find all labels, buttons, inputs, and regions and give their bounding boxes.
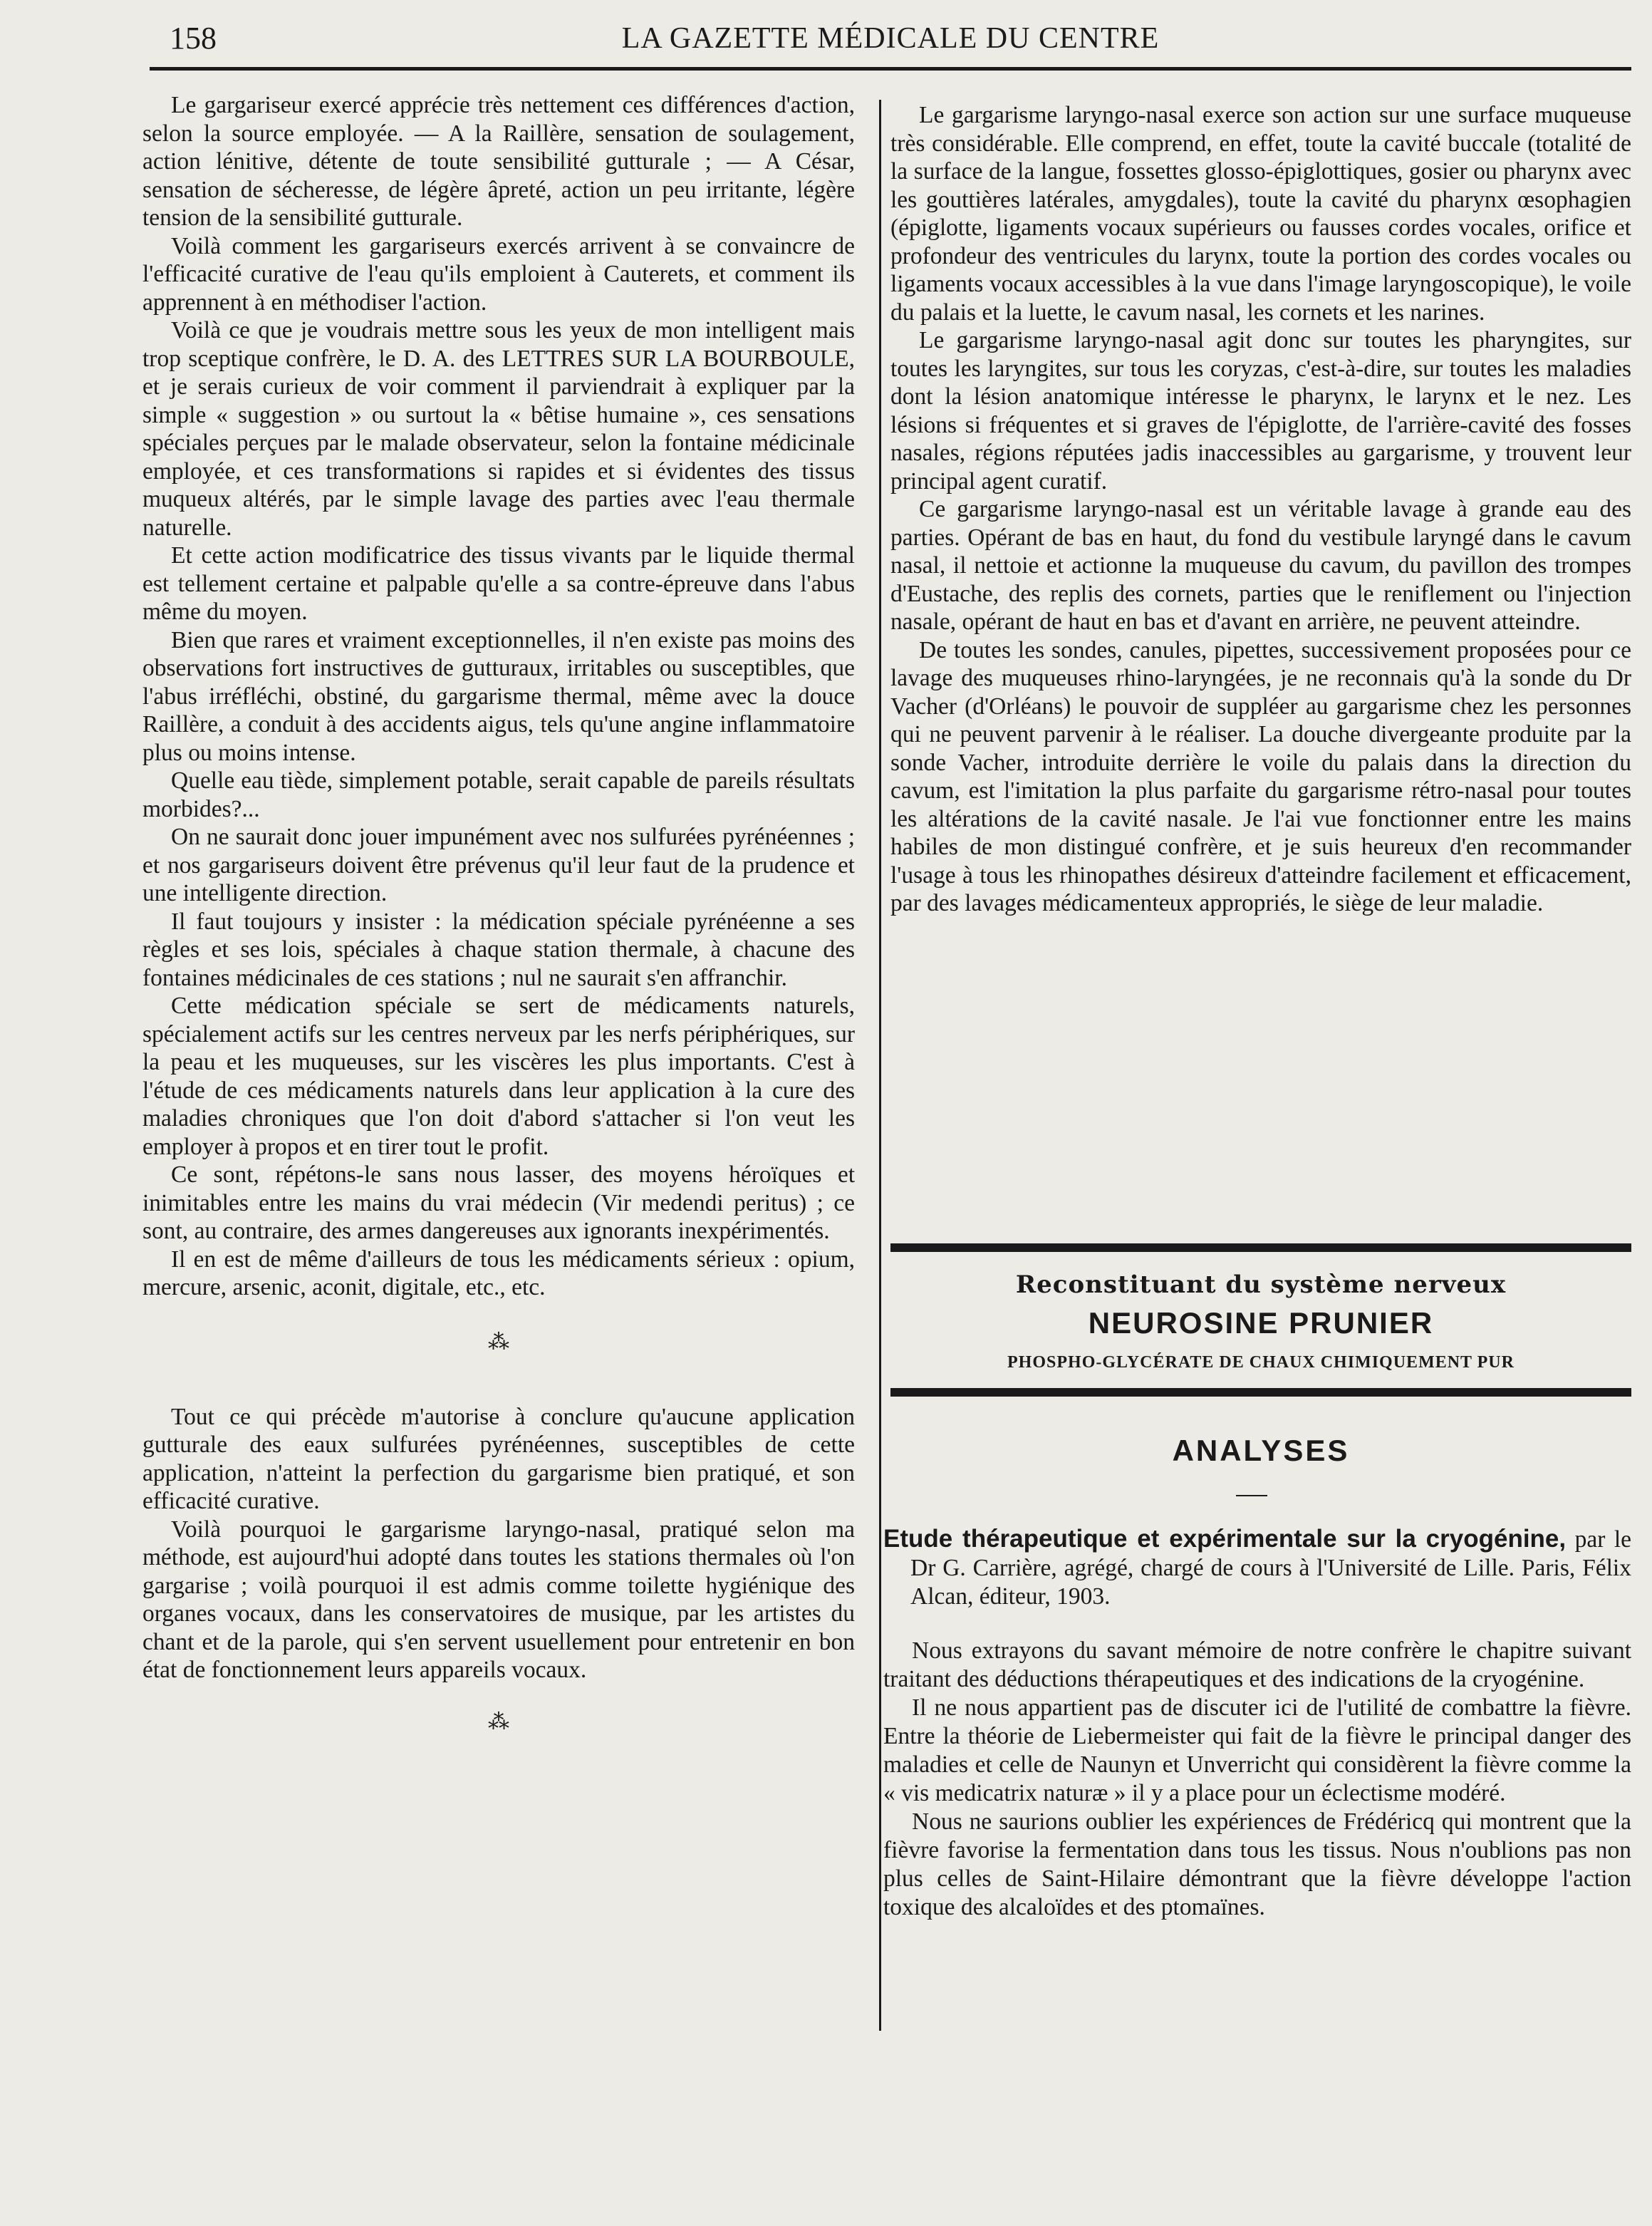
ad-top-bar bbox=[890, 1243, 1631, 1252]
analysis-paragraph: Nous extrayons du savant mémoire de notre confrère le chapitre suivant traitant des déductions thérapeutiques et des indications de la cryogénine. bbox=[883, 1637, 1631, 1692]
analysis-paragraph: Il ne nous appartient pas de discuter ici de l'utilité de combattre la fièvre. Entre la théorie de Liebermeister qui fait de la fièvre le principal danger des maladies et celle de Naunyn et Unverricht qui considèrent la fièvre comme la « vis medicatrix naturæ » il y a place pour un éclectisme modéré. bbox=[883, 1694, 1631, 1806]
section-separator-stars: ⁂ bbox=[488, 1330, 509, 1354]
advertisement-box bbox=[890, 1243, 1631, 1397]
left-paragraph: Le gargariseur exercé apprécie très nettement ces différences d'action, selon la source employée. — A la Raillère, sensation de soulagement, action lénitive, détente de toute sensibilité gutturale ; — A César, sensation de sécheresse, de légère âpreté, action un peu irritante, légère tension de la sensibilité gutturale. bbox=[142, 92, 855, 231]
left-column bbox=[142, 91, 855, 1733]
right-paragraph: Le gargarisme laryngo-nasal agit donc sur toutes les pharyngites, sur toutes les laryngites, sur tous les coryzas, c'est-à-dire, sur toutes les maladies dont la lésion anatomique intéresse le pharynx, le larynx et le nez. Les lésions si fréquentes et si graves de l'épiglotte, de l'arrière-cavité des fosses nasales, régions réputées jadis inaccessibles au gargarisme, y trouvent leur principal agent curatif. bbox=[890, 327, 1631, 495]
ad-tagline: Reconstituant du système nerveux bbox=[1015, 1270, 1507, 1299]
ad-description: PHOSPHO-GLYCÉRATE DE CHAUX CHIMIQUEMENT PUR bbox=[1007, 1353, 1515, 1372]
left-paragraph: Il faut toujours y insister : la médication spéciale pyrénéenne a ses règles et ses lois, spéciales à chaque station thermale, à chacune des fontaines médicinales de ces stations ; nul ne saurait s'en affranchir. bbox=[142, 908, 855, 991]
page-number: 158 bbox=[170, 21, 217, 56]
left-paragraph: Bien que rares et vraiment exceptionnelles, il n'en existe pas moins des observations fort instructives de gutturaux, irritables ou susceptibles, que l'abus irréfléchi, obstiné, du gargarisme thermal, même avec la douce Raillère, a conduit à des accidents aigus, tels qu'une angine inflammatoire plus ou moins intense. bbox=[142, 626, 855, 766]
right-paragraph: Le gargarisme laryngo-nasal exerce son action sur une surface muqueuse très considérable. Elle comprend, en effet, toute la cavité buccale (totalité de la surface de la langue, fossettes glosso-épiglottiques, gosier ou pharynx avec les gouttières latérales, amygdales), toute la cavité du pharynx œsophagien (épiglotte, ligaments vocaux supérieurs ou fausses cordes vocales, orifice et profondeur des ventricules du larynx, toute la portion des cordes vocales ou ligaments vocaux accessibles à la vue dans l'image laryngoscopique), le voile du palais et la luette, le cavum nasal, les cornets et les narines. bbox=[890, 102, 1631, 326]
header-rule bbox=[150, 67, 1631, 71]
analysis-paragraph: Nous ne saurions oublier les expériences de Frédéricq qui montrent que la fièvre favorise la fermentation dans tous les tissus. Nous n'oublions pas non plus celles de Saint-Hilaire démontrant que la fièvre développe l'action toxique des alcaloïdes et des ptomaïnes. bbox=[883, 1808, 1631, 1920]
left-paragraph: Ce sont, répétons-le sans nous lasser, des moyens héroïques et inimitables entre les mains du vrai médecin (Vir medendi peritus) ; ce sont, au contraire, des armes dangereuses aux ignorants inexpérimentés. bbox=[142, 1161, 855, 1244]
ad-product-name: NEUROSINE PRUNIER bbox=[1088, 1306, 1434, 1340]
right-column bbox=[890, 101, 1631, 918]
heading-dash bbox=[1236, 1495, 1267, 1496]
page-header bbox=[150, 20, 1631, 70]
right-paragraph: De toutes les sondes, canules, pipettes, successivement proposées pour ce lavage des muqueuses rhino-laryngées, je ne reconnais qu'à la sonde du Dr Vacher (d'Orléans) le pouvoir de suppléer au gargarisme chez les personnes qui ne peuvent parvenir à le réaliser. La douche divergeante produite par la sonde Vacher, introduite derrière le voile du palais dans la direction du cavum, est l'imitation la plus parfaite du gargarisme rétro-nasal pour toutes les altérations de la cavité nasale. Je l'ai vue fonctionner entre les mains habiles de mon distingué confrère, et je suis heureux d'en recommander l'usage à tous les rhinopathes désireux d'atteindre facilement et efficacement, par des lavages médicamenteux appropriés, le siège de leur maladie. bbox=[890, 636, 1631, 916]
column-divider bbox=[879, 100, 881, 2031]
left-paragraph: Il en est de même d'ailleurs de tous les médicaments sérieux : opium, mercure, arsenic, aconit, digitale, etc., etc. bbox=[142, 1246, 855, 1300]
left-paragraph: Voilà ce que je voudrais mettre sous les yeux de mon intelligent mais trop sceptique confrère, le D. A. des LETTRES SUR LA BOURBOULE, et je serais curieux de voir comment il parviendrait à expliquer par la simple « suggestion » ou surtout la « bêtise humaine », ces sensations spéciales perçues par le malade observateur, selon la fontaine médicinale employée, et ces transformations si rapides et si évidentes des tissus muqueux altérés, par le simple lavage des parties avec l'eau thermale naturelle. bbox=[142, 317, 855, 541]
left-paragraph: Voilà comment les gargariseurs exercés arrivent à se convaincre de l'efficacité curative de l'eau qu'ils emploient à Cauterets, et comment ils apprennent à en méthodiser l'action. bbox=[142, 232, 855, 316]
left-paragraph: On ne saurait donc jouer impunément avec nos sulfurées pyrénéennes ; et nos gargariseurs doivent être prévenus qu'il leur faut de la prudence et une intelligente direction. bbox=[142, 824, 855, 906]
book-reference bbox=[883, 1525, 1631, 1611]
left-paragraph: Cette médication spéciale se sert de médicaments naturels, spécialement actifs sur les centres nerveux par les nerfs périphériques, sur la peau et les muqueuses, sur les viscères les plus importants. C'est à l'étude de ces médicaments naturels dans leur application à la cure des maladies chroniques que l'on doit d'abord s'attacher si l'on veut les employer à propos et en tirer tout le profit. bbox=[142, 993, 855, 1160]
ad-bottom-bar bbox=[890, 1388, 1631, 1397]
left-paragraph: Voilà pourquoi le gargarisme laryngo-nasal, pratiqué selon ma méthode, est aujourd'hui adopté dans toutes les stations thermales où l'on gargarise ; voilà pourquoi il est admis comme toilette hygiénique des organes vocaux, dans les conservatoires de musique, par les artistes du chant et de la parole, qui s'en servent usuellement pour entretenir en bon état de fonctionnement leurs appareils vocaux. bbox=[142, 1516, 855, 1683]
book-title: Etude thérapeutique et expérimentale sur la cryogénine, bbox=[883, 1525, 1567, 1553]
end-separator-stars: ⁂ bbox=[488, 1709, 509, 1734]
analyses-heading: ANALYSES bbox=[1172, 1434, 1350, 1467]
left-paragraph: Tout ce qui précède m'autorise à conclure qu'aucune application gutturale des eaux sulfurées pyrénéennes, susceptibles de cette application, n'atteint la perfection du gargarisme bien pratiqué, et son efficacité curative. bbox=[142, 1403, 855, 1514]
left-paragraph: Quelle eau tiède, simplement potable, serait capable de pareils résultats morbides?... bbox=[142, 767, 855, 822]
right-paragraph: Ce gargarisme laryngo-nasal est un véritable lavage à grande eau des parties. Opérant de bas en haut, du fond du vestibule laryngé dans le cavum nasal, il nettoie et actionne la muqueuse du cavum, du pavillon des trompes d'Eustache, des replis des cornets, parties que le reniflement ou l'injection nasale, opérant de haut en bas et d'avant en arrière, ne peuvent atteindre. bbox=[890, 496, 1631, 635]
journal-title: LA GAZETTE MÉDICALE DU CENTRE bbox=[621, 22, 1160, 55]
left-paragraph: Et cette action modificatrice des tissus vivants par le liquide thermal est tellement certaine et palpable qu'elle a sa contre-épreuve dans l'abus même du moyen. bbox=[142, 542, 855, 625]
analyses-section bbox=[883, 1525, 1631, 1922]
book-details: par le Dr G. Carrière, agrégé, chargé de cours à l'Université de Lille. Paris, Félix Alcan, éditeur, 1903. bbox=[910, 1526, 1631, 1610]
